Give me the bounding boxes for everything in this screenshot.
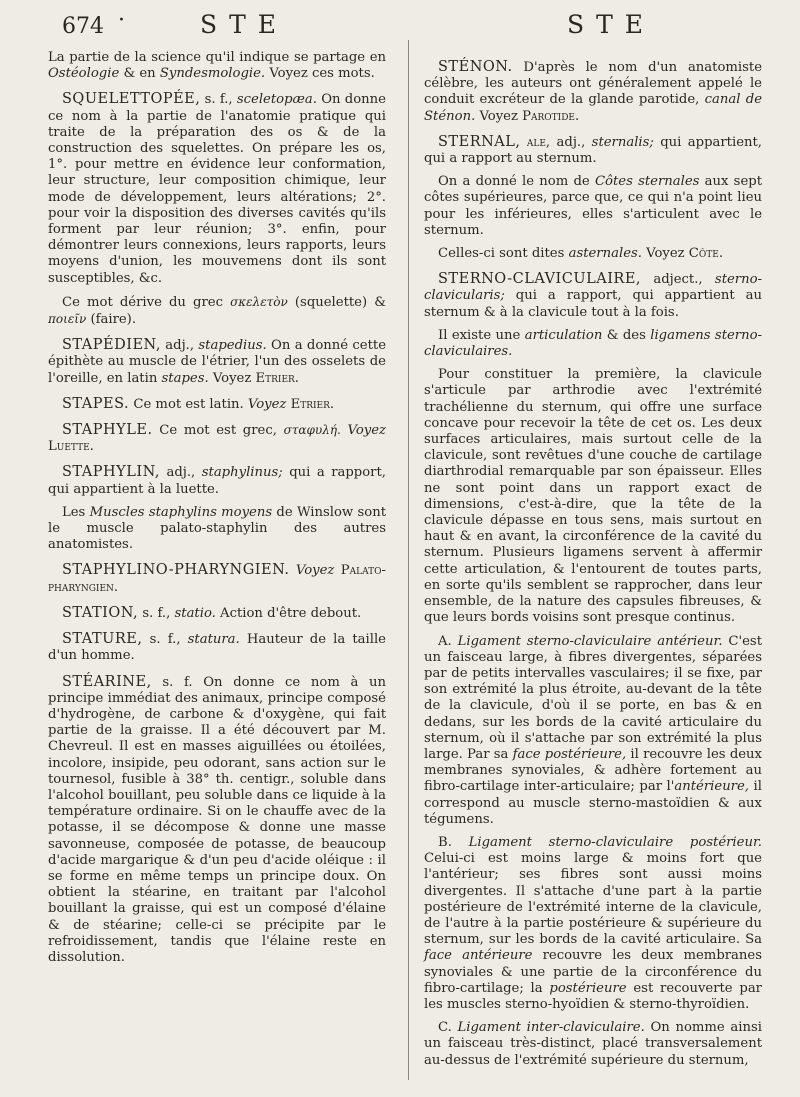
text-run: Action d'être debout. bbox=[215, 605, 362, 621]
italic-term: Muscles staphylins moyens bbox=[89, 504, 273, 520]
italic-term: statura. bbox=[187, 632, 240, 648]
text-run: (squelette) & bbox=[287, 294, 386, 310]
text-run: adj., bbox=[160, 338, 199, 354]
text-run: (faire). bbox=[86, 312, 137, 328]
headword: SQUELETTOPÉE, bbox=[62, 91, 201, 108]
text-run: s. f., bbox=[142, 632, 188, 648]
paragraph bbox=[424, 367, 762, 626]
text-run: de Winslow sont le muscle palato-staphylin des autres anatomistes. bbox=[48, 504, 386, 553]
text-run: recouvre les deux membranes synoviales & une partie de la circonférence du fibro-cartilage; la bbox=[424, 948, 762, 996]
dictionary-entry bbox=[424, 59, 762, 125]
text-run: & en bbox=[119, 66, 160, 82]
italic-term: Ligament inter-claviculaire. bbox=[457, 1020, 645, 1036]
text-run: La partie de la science qu'il indique se partage en bbox=[48, 50, 386, 65]
cross-reference: Etrier. bbox=[290, 396, 335, 412]
headword: STAPÉDIEN, bbox=[62, 337, 161, 354]
headword: STERNO-CLAVICULAIRE, bbox=[438, 271, 642, 288]
left-column bbox=[48, 50, 386, 973]
text-run: Voyez bbox=[475, 108, 523, 124]
text-run: & des bbox=[602, 327, 651, 343]
text-run: On a donné le nom de bbox=[438, 174, 595, 190]
dictionary-entry bbox=[48, 422, 386, 455]
text-run: adject., bbox=[641, 272, 715, 288]
text-run: Voyez ces mots. bbox=[265, 66, 375, 82]
cross-reference: Luette. bbox=[48, 439, 94, 455]
cross-reference: Etrier. bbox=[255, 370, 299, 386]
text-run: qui a rapport, qui appartient au sternum & à la clavicule tout à la fois. bbox=[424, 288, 762, 320]
headword: STAPHYLE. bbox=[62, 422, 153, 439]
text-run: aux sept côtes supérieures, parce que, ce qui n'a point lieu pour les inférieures, elles s'articulent avec le sternum. bbox=[424, 174, 762, 238]
italic-term: canal de Sténon. bbox=[424, 92, 762, 124]
italic-term: sterno-clavicularis; bbox=[424, 272, 762, 304]
dictionary-entry bbox=[424, 271, 762, 321]
text-run: Il existe une bbox=[438, 327, 525, 343]
italic-term: Ligament sterno-claviculaire antérieur. bbox=[457, 633, 723, 649]
italic-term: ποιεῖν bbox=[48, 312, 87, 327]
italic-term: antérieure, bbox=[674, 779, 749, 795]
text-run: adj., bbox=[550, 134, 592, 150]
headword: STAPES. bbox=[62, 395, 130, 412]
text-run: Voyez bbox=[641, 246, 689, 262]
headword: STAPHYLINO-PHARYNGIEN. bbox=[62, 562, 290, 579]
text-run: s. f. On donne ce nom à un principe immédiat des animaux, principe composé d'hydrogène, de carbone & d'oxygène, qui fait partie de la graisse. Il a été découvert par M. Chevreul. Il est en masses aiguillées ou étoilées, incolore, insipide, peu odorant, sans action sur le tournesol, fusible à 38° th. centigr., soluble dans l'alcohol bouillant, peu soluble dans ce liquide à la température ordinaire. Si on le chauffe avec de la potasse, il se décompose & donne une masse savonneuse, composée de potasse, de beaucoup d'acide margarique & d'un peu d'acide oléique : il se forme en même temps un principe doux. On obtient la stéarine, en traitant par l'alcohol bouillant la graisse, qui est un composé d'élaine & de stéarine; celle-ci se précipite par le refroidissement, tandis que l'élaine reste en dissolution. bbox=[48, 674, 386, 965]
paragraph bbox=[424, 174, 762, 239]
cross-reference: Palato-pharyngien. bbox=[48, 563, 386, 595]
paragraph bbox=[424, 835, 762, 1013]
running-head-right: STE bbox=[567, 10, 656, 39]
text-run: Voyez bbox=[208, 370, 256, 386]
text-run: Celles-ci sont dites bbox=[438, 246, 569, 262]
cross-reference: ale, bbox=[526, 134, 551, 150]
text-run: s. f., bbox=[138, 605, 175, 621]
text-run: est recouverte par les muscles sterno-hyoïdien & sterno-thyroïdien. bbox=[424, 980, 762, 1012]
headword: STAPHYLIN, bbox=[62, 464, 160, 481]
text-run: Les bbox=[62, 504, 90, 520]
italic-term: Voyez bbox=[247, 396, 287, 412]
text-run: Pour constituer la première, la clavicule s'articule par arthrodie avec l'extrémité trachélienne du sternum, qui offre une surface concave pour recevoir la tête de cet os. Les deux surfaces articulaires, mais surtout celle de la clavicule, sont revêtues d'une couche de cartilage diarthrodial remarquable par son épaisseur. Elles ne sont point dans un rapport exact de dimensions, c'est-à-dire, que la tête de la clavicule dépasse en tous sens, mais surtout en haut & en avant, la circonférence de la cavité du sternum. Plusieurs ligamens servent à affermir cette articulation, & l'entourent de toutes parts, en sorte qu'ils semblent se rapprocher, dans leur ensemble, de la nature des capsules fibreuses, & que leurs bords voisins sont presque continus. bbox=[424, 367, 762, 626]
dictionary-entry bbox=[48, 91, 386, 286]
dictionary-entry bbox=[48, 605, 386, 622]
paragraph bbox=[424, 634, 762, 828]
paragraph bbox=[424, 328, 762, 360]
italic-term: σταφυλή. bbox=[283, 423, 341, 438]
text-run: On a donné cette épithète au muscle de l'étrier, l'un des osselets de l'oreille, en latin bbox=[48, 338, 386, 386]
page-header bbox=[0, 8, 800, 48]
text-run: D'après le nom d'un anatomiste célèbre, les auteurs ont généralement appelé le conduit excréteur de la glande parotide, bbox=[424, 60, 762, 108]
paragraph bbox=[424, 246, 762, 262]
dictionary-entry bbox=[48, 631, 386, 664]
paragraph bbox=[48, 50, 386, 82]
text-run: s. f., bbox=[200, 92, 237, 108]
text-run: il correspond au muscle sterno-mastoïdien & aux tégumens. bbox=[424, 779, 762, 827]
text-run: Celui-ci est moins large & moins fort que l'antérieur; ses fibres sont aussi moins divergentes. Il s'attache d'une part à la partie postérieure de l'extrémité interne de la clavicule, de l'autre à la partie postérieure & supérieure du sternum, sur les bords de la cavité articulaire. Sa bbox=[424, 851, 762, 948]
headword: STÉNON. bbox=[438, 59, 513, 75]
text-run: A. bbox=[438, 633, 458, 649]
italic-term: face antérieure bbox=[424, 948, 533, 964]
italic-term: Voyez bbox=[295, 563, 335, 579]
italic-term: statio. bbox=[174, 605, 216, 621]
italic-term: asternales. bbox=[568, 246, 642, 262]
italic-term: sternalis; bbox=[591, 134, 654, 150]
headword: STERNAL, bbox=[438, 133, 521, 150]
paragraph bbox=[48, 505, 386, 554]
headword: STATURE, bbox=[62, 631, 143, 648]
italic-term: Ligament sterno-claviculaire postérieur. bbox=[468, 834, 762, 850]
italic-term: Syndesmologie. bbox=[159, 66, 266, 82]
right-column bbox=[424, 50, 762, 1076]
cross-reference: Côte. bbox=[688, 246, 724, 262]
headword: STATION, bbox=[62, 604, 139, 621]
italic-term: ligamens sterno-claviculaires. bbox=[424, 327, 762, 360]
text-run: On nomme ainsi un faisceau très-distinct, placé transversalement au-dessus de l'extrémité supérieure du sternum, bbox=[424, 1020, 762, 1068]
italic-term: face postérieure, bbox=[512, 746, 627, 762]
text-run bbox=[341, 423, 348, 438]
text-run: C. bbox=[438, 1020, 458, 1036]
dictionary-entry bbox=[48, 562, 386, 595]
text-run: adj., bbox=[159, 465, 202, 481]
dictionary-entry bbox=[48, 464, 386, 497]
text-run: qui appartient, qui a rapport au sternum. bbox=[424, 134, 762, 167]
headword: STÉARINE, bbox=[62, 673, 152, 690]
italic-term: σκελετὸν bbox=[230, 294, 288, 309]
italic-term: Ostéologie bbox=[48, 66, 120, 82]
paragraph bbox=[424, 1020, 762, 1069]
header-mark: · bbox=[118, 8, 125, 33]
dictionary-entry bbox=[424, 134, 762, 167]
text-run: Ce mot dérive du grec bbox=[62, 294, 231, 310]
italic-term: stapedius. bbox=[198, 338, 267, 354]
text-run: il recouvre les deux membranes synoviales, & adhère fortement au fibro-cartilage inter-articulaire; par l' bbox=[424, 746, 762, 795]
italic-term: Côtes sternales bbox=[594, 174, 700, 190]
italic-term: stapes. bbox=[161, 370, 209, 386]
text-run: On donne ce nom à la partie de l'anatomie pratique qui traite de la préparation des os & de la construction des squelettes. On prépare les os, 1°. pour mettre en évidence leur conformation, leur structure, leur composition chimique, leur mode de développement, leurs altérations; 2°. pour voir la disposition des diverses cavités qu'ils forment par leur réunion; 3°. enfin, pour démontrer leurs connexions, leurs rapports, leurs moyens d'union, les mouvemens dont ils sont susceptibles, &c. bbox=[48, 92, 386, 286]
dictionary-entry bbox=[48, 337, 386, 387]
italic-term: postérieure bbox=[549, 980, 627, 996]
paragraph bbox=[48, 294, 386, 328]
italic-term: Voyez bbox=[347, 423, 386, 439]
page-number: 674 bbox=[62, 14, 104, 39]
text-run: B. bbox=[438, 834, 469, 850]
cross-reference: Parotide. bbox=[522, 108, 580, 124]
text-run: Ce mot est latin. bbox=[129, 396, 248, 412]
running-head-left: STE bbox=[200, 10, 289, 39]
italic-term: articulation bbox=[524, 327, 603, 343]
dictionary-entry bbox=[48, 396, 386, 413]
text-run: qui a rapport, qui appartient à la luette. bbox=[48, 465, 386, 497]
column-divider bbox=[408, 40, 409, 1080]
italic-term: staphylinus; bbox=[201, 465, 283, 481]
text-run: C'est un faisceau large, à fibres divergentes, séparées par de petits intervalles vasculaires; il se fixe, par son extrémité la plus étroite, au-devant de la tête de la clavicule, d'où il se porte, en bas & en dedans, sur les bords de la cavité articulaire du sternum, où il s'attache par son extrémité la plus large. Par sa bbox=[424, 633, 762, 762]
text-run: Hauteur de la taille d'un homme. bbox=[48, 632, 386, 664]
text-run: Ce mot est grec, bbox=[152, 423, 284, 439]
dictionary-entry bbox=[48, 674, 386, 967]
italic-term: sceletopæa. bbox=[236, 92, 317, 108]
